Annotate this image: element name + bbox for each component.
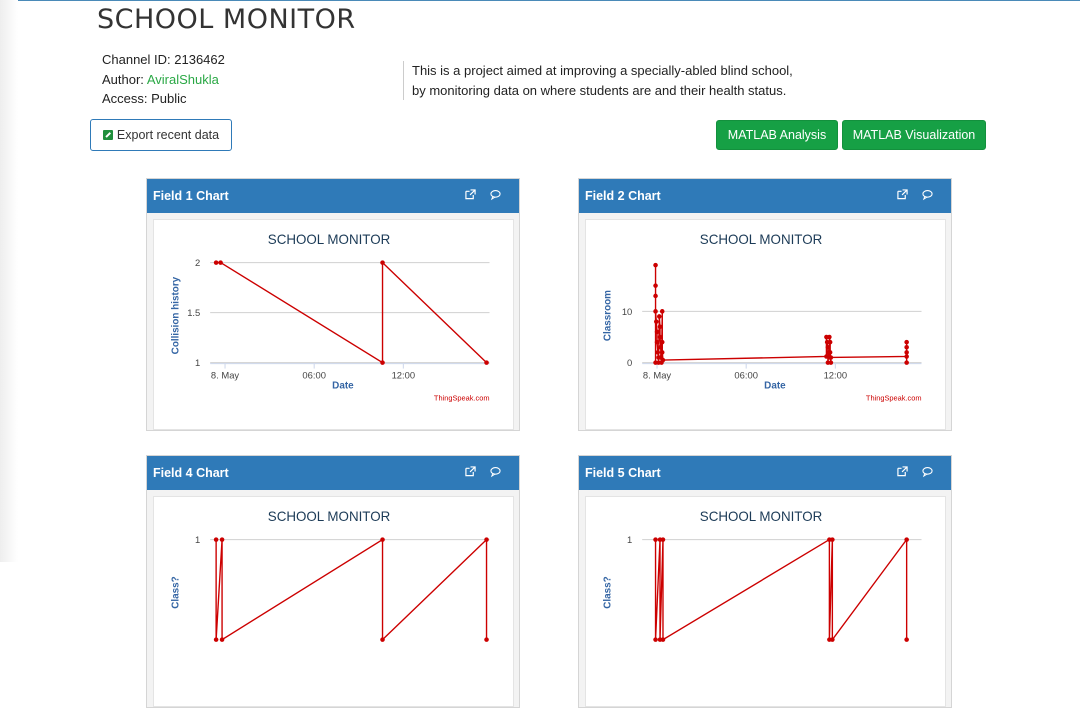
data-point: [826, 345, 831, 350]
access-level: Access: Public: [102, 91, 187, 106]
author-link[interactable]: AviralShukla: [146, 71, 219, 87]
data-point: [380, 360, 385, 365]
field-2-chart[interactable]: [586, 220, 945, 429]
data-point: [484, 360, 489, 365]
data-point: [661, 637, 666, 642]
external-link-icon[interactable]: [465, 189, 476, 200]
panel-header: [147, 456, 519, 490]
external-link-icon[interactable]: [465, 466, 476, 477]
data-point: [653, 637, 658, 642]
y-axis-title: Collision history: [170, 276, 182, 355]
data-point: [656, 350, 661, 355]
chart-credit: ThingSpeak.com: [433, 393, 490, 403]
panel-header: [579, 179, 951, 213]
field-5-panel: [578, 455, 952, 708]
x-tick-label: 8. May: [642, 369, 672, 381]
matlab-visualization-button[interactable]: MATLAB Visualization: [842, 120, 986, 150]
chart-title: SCHOOL MONITOR: [267, 508, 391, 524]
data-point: [829, 360, 834, 365]
field-4-chart[interactable]: [154, 497, 513, 706]
data-point: [484, 537, 489, 542]
y-tick-label: 1.5: [187, 307, 201, 319]
channel-description: This is a project aimed at improving a specially-abled blind school, by monitoring data on where students are and their health status.: [403, 61, 793, 100]
field-2-panel: [578, 178, 952, 431]
data-point: [653, 283, 658, 288]
x-tick-label: 12:00: [391, 369, 416, 381]
data-point: [380, 537, 385, 542]
chart-frame: [585, 496, 946, 707]
author-line: [102, 70, 225, 90]
data-point: [655, 340, 660, 345]
data-point: [655, 330, 660, 335]
data-point: [653, 537, 658, 542]
y-tick-label: 0: [627, 357, 633, 369]
chart-title: SCHOOL MONITOR: [267, 231, 391, 247]
x-tick-label: 8. May: [210, 369, 240, 381]
field-1-panel: [146, 178, 520, 431]
data-point: [904, 637, 909, 642]
y-tick-label: 2: [195, 257, 201, 269]
comment-icon[interactable]: [490, 466, 501, 477]
y-axis-title: Classroom: [602, 290, 614, 342]
y-axis-title: Class?: [170, 576, 182, 609]
data-point: [904, 350, 909, 355]
data-point: [214, 537, 219, 542]
export-icon: [103, 130, 113, 140]
y-tick-label: 1: [627, 534, 633, 546]
x-tick-label: 06:00: [734, 369, 758, 381]
data-point: [653, 263, 658, 268]
data-point: [904, 537, 909, 542]
data-point: [657, 314, 662, 319]
panel-header: [147, 179, 519, 213]
field-4-panel: [146, 455, 520, 708]
data-point: [658, 335, 663, 340]
series-line: [216, 540, 486, 640]
data-point: [218, 260, 223, 265]
panel-title: Field 1 Chart: [153, 189, 229, 203]
channel-meta: [102, 50, 225, 109]
external-link-icon[interactable]: [897, 189, 908, 200]
channel-id: Channel ID: 2136462: [102, 52, 225, 67]
y-tick-label: 1: [195, 357, 201, 369]
data-point: [904, 360, 909, 365]
data-point: [830, 637, 835, 642]
series-line: [656, 265, 907, 362]
panel-title: Field 5 Chart: [585, 466, 661, 480]
data-point: [904, 340, 909, 345]
chart-frame: [585, 219, 946, 430]
left-shadow: [0, 0, 18, 562]
data-point: [827, 335, 832, 340]
field-5-chart[interactable]: [586, 497, 945, 706]
y-tick-label: 10: [621, 305, 633, 317]
x-tick-label: 12:00: [823, 369, 848, 381]
data-point: [214, 260, 219, 265]
data-point: [380, 637, 385, 642]
y-axis-title: Class?: [602, 576, 614, 609]
data-point: [658, 345, 663, 350]
panel-title: Field 4 Chart: [153, 466, 229, 480]
data-point: [829, 355, 834, 360]
export-recent-data-button[interactable]: [90, 119, 232, 151]
data-point: [904, 345, 909, 350]
x-axis-title: Date: [764, 380, 786, 392]
data-point: [658, 324, 663, 329]
matlab-analysis-button[interactable]: MATLAB Analysis: [716, 120, 838, 150]
data-point: [661, 358, 666, 363]
chart-title: SCHOOL MONITOR: [699, 508, 823, 524]
x-axis-title: Date: [332, 380, 354, 392]
x-tick-label: 06:00: [302, 369, 326, 381]
data-point: [660, 340, 665, 345]
chart-frame: [153, 496, 514, 707]
y-tick-label: 1: [195, 534, 201, 546]
comment-icon[interactable]: [922, 189, 933, 200]
field-1-chart[interactable]: [154, 220, 513, 429]
data-point: [653, 294, 658, 299]
data-point: [214, 637, 219, 642]
author-prefix: Author:: [102, 71, 147, 87]
data-point: [653, 309, 658, 314]
export-label: Export recent data: [116, 128, 220, 142]
data-point: [220, 637, 225, 642]
data-point: [484, 637, 489, 642]
top-border: [0, 0, 1080, 1]
external-link-icon[interactable]: [897, 466, 908, 477]
data-point: [828, 350, 833, 355]
chart-title: SCHOOL MONITOR: [699, 231, 823, 247]
data-point: [904, 354, 909, 359]
data-point: [660, 309, 665, 314]
data-point: [654, 319, 659, 324]
data-point: [220, 537, 225, 542]
comment-icon[interactable]: [922, 466, 933, 477]
data-point: [830, 537, 835, 542]
page-title: SCHOOL MONITOR: [97, 4, 356, 35]
data-point: [660, 350, 665, 355]
panel-header: [579, 456, 951, 490]
comment-icon[interactable]: [490, 189, 501, 200]
series-line: [656, 540, 907, 640]
data-point: [828, 340, 833, 345]
data-point: [661, 537, 666, 542]
data-point: [380, 260, 385, 265]
chart-frame: [153, 219, 514, 430]
panel-title: Field 2 Chart: [585, 189, 661, 203]
chart-credit: ThingSpeak.com: [865, 393, 922, 403]
